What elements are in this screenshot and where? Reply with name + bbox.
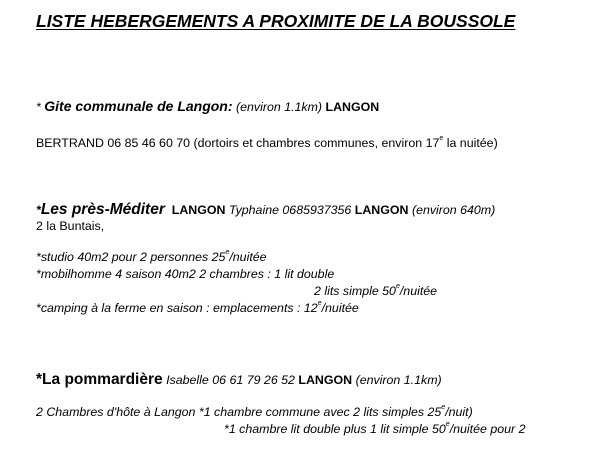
pres-heading: [36, 201, 495, 219]
pres-mobilhomme: *mobilhomme 4 saison 40m2 2 chambres : 1 lit double: [36, 267, 335, 281]
gite-star: *: [36, 100, 41, 114]
pres-camping-sup: e: [317, 300, 322, 307]
pommar-chambres-2-sup: e: [445, 421, 450, 428]
pres-camping: [36, 301, 359, 315]
pommar-chambres-2-text: *1 chambre lit double plus 1 lit simple 50: [224, 422, 446, 436]
gite-name: Gite communale de Langon:: [44, 98, 233, 114]
pres-town-2: LANGON: [354, 203, 409, 217]
pres-camping-suffix: /nuitée: [321, 301, 359, 315]
page-title: LISTE HEBERGEMENTS A PROXIMITE DE LA BOUSSOLE: [36, 11, 516, 31]
pres-name: Les près-Méditer: [40, 201, 165, 218]
pommar-distance: (environ 1.1km): [355, 373, 442, 387]
pres-studio: [36, 250, 267, 264]
pommar-chambres-2: [224, 422, 525, 436]
pres-star: *: [36, 203, 41, 217]
pres-distance: (environ 640m): [411, 203, 496, 217]
gite-contact-suffix: la nuitée): [446, 136, 498, 150]
pres-lits-text: 2 lits simple 50: [314, 284, 396, 298]
pommar-chambres-1: [36, 405, 473, 419]
gite-town: LANGON: [325, 100, 380, 114]
pommar-chambres-1-text: 2 Chambres d'hôte à Langon *1 chambre commune avec 2 lits simples 25: [36, 405, 442, 419]
pommar-heading: [36, 371, 442, 389]
gite-contact: [36, 136, 498, 150]
pres-lits: [314, 284, 437, 298]
gite-contact-text: BERTRAND 06 85 46 60 70 (dortoirs et chambres communes, environ 17: [36, 136, 440, 150]
pres-lits-sup: e: [395, 283, 400, 290]
pommar-star: *: [36, 371, 43, 388]
pommar-chambres-2-suffix: /nuitée pour 2: [449, 422, 526, 436]
pommar-chambres-1-sup: e: [441, 404, 446, 411]
pres-studio-suffix: /nuitée: [229, 250, 267, 264]
pres-address: 2 la Buntais,: [36, 219, 105, 233]
pommar-chambres-1-suffix: /nuit): [445, 405, 473, 419]
pres-town-1: LANGON: [171, 203, 226, 217]
pres-host: Typhaine 0685937356: [228, 203, 352, 217]
gite-contact-sup: e: [439, 135, 444, 142]
gite-distance: (environ 1.1km): [235, 100, 323, 114]
pres-lits-suffix: /nuitée: [399, 284, 438, 298]
pres-studio-text: *studio 40m2 pour 2 personnes 25: [36, 250, 226, 264]
gite-heading: [36, 98, 379, 114]
pommar-town: LANGON: [298, 373, 353, 387]
pommar-name: La pommardière: [42, 371, 163, 388]
pres-studio-sup: e: [225, 249, 230, 256]
pommar-host: Isabelle 06 61 79 26 52: [166, 373, 295, 387]
pres-camping-text: *camping à la ferme en saison : emplacements : 12: [36, 301, 318, 315]
